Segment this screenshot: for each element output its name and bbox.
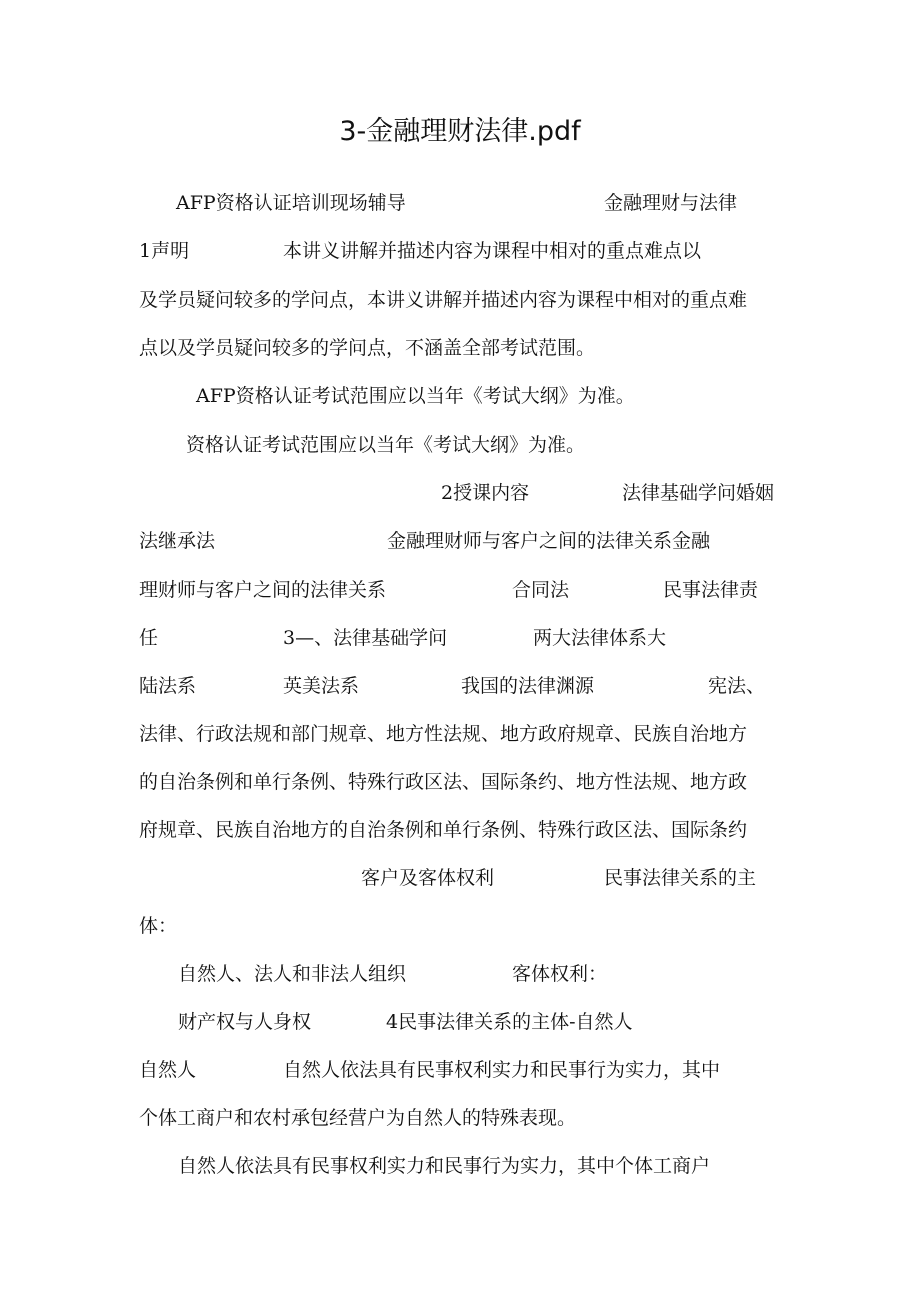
- text-segment: 两大法律体系大: [533, 627, 667, 649]
- text-segment: 法继承法: [139, 530, 216, 552]
- text-segment: 法律基础学问婚姻: [622, 482, 775, 504]
- text-segment: 我国的法律渊源: [461, 675, 595, 697]
- text-segment: 自然人: [139, 1059, 197, 1081]
- text-segment: 自然人依法具有民事权利实力和民事行为实力，其中: [283, 1059, 721, 1081]
- text-segment: 任: [139, 627, 159, 649]
- text-segment: 民事法律责: [663, 579, 759, 601]
- text-segment: 客户及客体权利: [361, 867, 495, 889]
- text-segment: 的自治条例和单行条例、特殊行政区法、国际条约、地方性法规、地方政: [139, 771, 748, 793]
- text-segment: 3—、法律基础学问: [283, 627, 448, 649]
- text-segment: 合同法: [512, 579, 570, 601]
- text-segment: 本讲义讲解并描述内容为课程中相对的重点难点以: [283, 240, 702, 262]
- text-segment: 自然人、法人和非法人组织: [178, 963, 407, 985]
- text-segment: AFP资格认证考试范围应以当年《考试大纲》为准。: [196, 385, 635, 407]
- text-segment: 财产权与人身权: [178, 1011, 312, 1033]
- text-segment: 2授课内容: [441, 482, 530, 504]
- text-segment: 金融理财师与客户之间的法律关系金融: [387, 530, 711, 552]
- text-segment: 宪法、: [708, 675, 766, 697]
- text-segment: 陆法系: [139, 675, 197, 697]
- text-segment: 金融理财与法律: [604, 192, 738, 214]
- text-segment: 自然人依法具有民事权利实力和民事行为实力，其中个体工商户: [178, 1155, 711, 1177]
- text-segment: 体：: [139, 915, 178, 937]
- text-segment: 4民事法律关系的主体-自然人: [386, 1011, 633, 1033]
- text-segment: 法律、行政法规和部门规章、地方性法规、地方政府规章、民族自治地方: [139, 723, 748, 745]
- text-segment: 点以及学员疑问较多的学问点，不涵盖全部考试范围。: [139, 337, 596, 359]
- text-segment: 资格认证考试范围应以当年《考试大纲》为准。: [186, 434, 586, 456]
- document-title: 3-金融理财法律.pdf: [339, 116, 581, 147]
- text-segment: AFP资格认证培训现场辅导: [176, 192, 406, 214]
- text-segment: 府规章、民族自治地方的自治条例和单行条例、特殊行政区法、国际条约: [139, 819, 748, 841]
- text-segment: 理财师与客户之间的法律关系: [139, 579, 387, 601]
- text-segment: 英美法系: [283, 675, 360, 697]
- text-segment: 个体工商户和农村承包经营户为自然人的特殊表现。: [139, 1107, 577, 1129]
- text-segment: 客体权利：: [512, 963, 608, 985]
- text-segment: 民事法律关系的主: [604, 867, 757, 889]
- text-segment: 及学员疑问较多的学问点，本讲义讲解并描述内容为课程中相对的重点难: [139, 289, 748, 311]
- text-segment: 1声明: [139, 240, 190, 262]
